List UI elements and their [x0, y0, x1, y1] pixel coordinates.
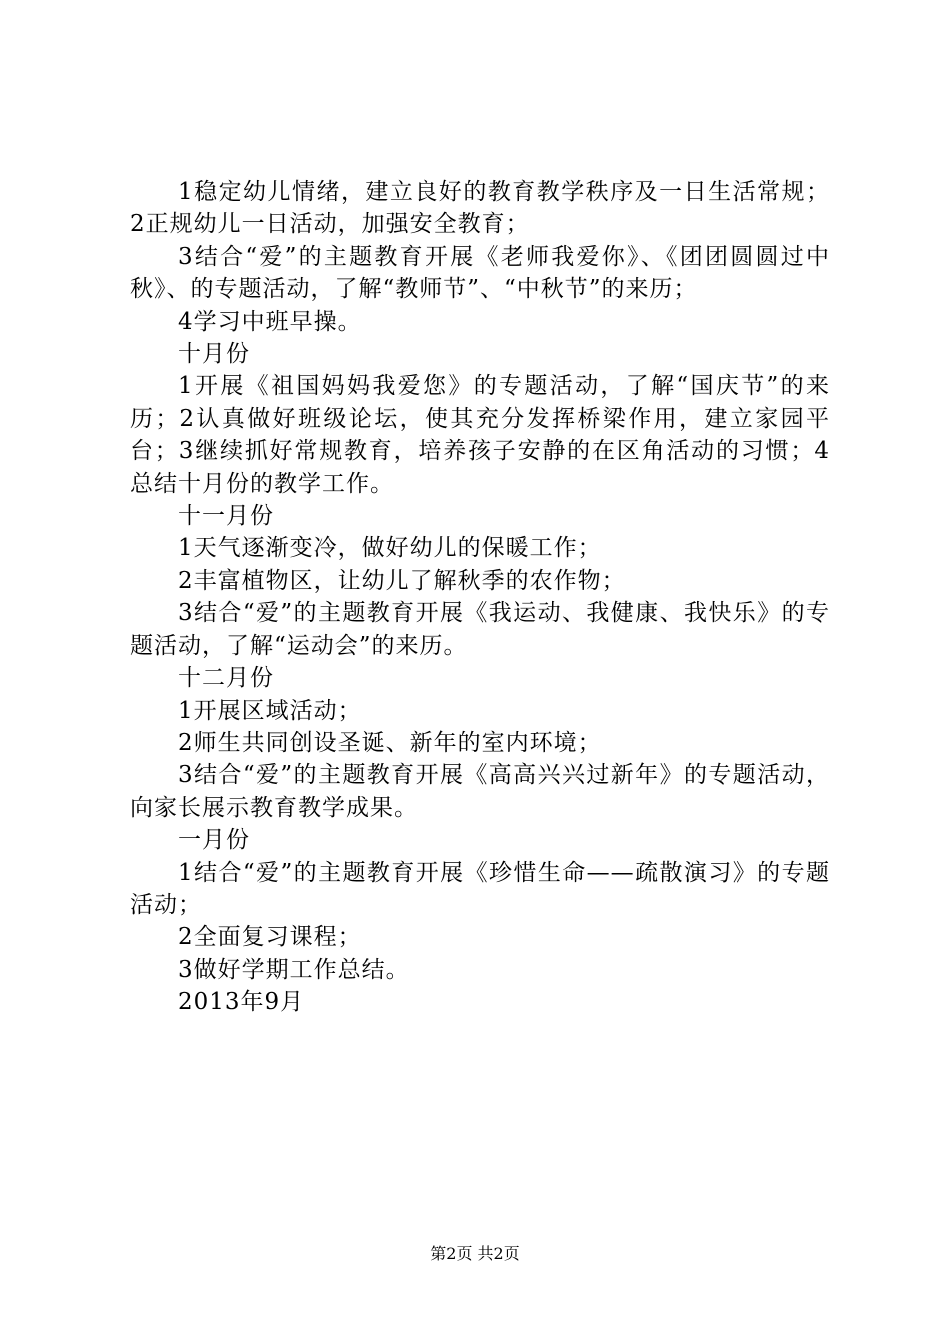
- page-footer: [0, 1244, 950, 1264]
- paragraph-january-3: 3做好学期工作总结。: [178, 956, 410, 983]
- paragraph-december-1: 1开展区域活动；: [178, 697, 362, 724]
- paragraph-1: 1稳定幼儿情绪，建立良好的教育教学秩序及一日生活常规；2正规幼儿一日活动，加强安全教育；: [130, 179, 830, 238]
- page-number-label: 第2页 共2页: [430, 1244, 520, 1263]
- paragraph-november-1: 1天气逐渐变冷，做好幼儿的保暖工作；: [178, 535, 602, 562]
- month-heading-november: 十一月份: [178, 503, 274, 530]
- paragraph-january-1: 1结合“爱”的主题教育开展《珍惜生命——疏散演习》的专题活动；: [130, 859, 830, 918]
- paragraph-december-3: 3结合“爱”的主题教育开展《高高兴兴过新年》的专题活动，向家长展示教育教学成果。: [130, 762, 830, 821]
- paragraph-november-2: 2丰富植物区，让幼儿了解秋季的农作物；: [178, 567, 626, 594]
- paragraph-december-2: 2师生共同创设圣诞、新年的室内环境；: [178, 729, 602, 756]
- month-heading-december: 十二月份: [178, 665, 274, 692]
- paragraph-november-3: 3结合“爱”的主题教育开展《我运动、我健康、我快乐》的专题活动，了解“运动会”的来历。: [130, 600, 830, 659]
- document-body: [130, 176, 830, 1019]
- document-date: 2013年9月: [178, 989, 305, 1016]
- paragraph-january-2: 2全面复习课程；: [178, 924, 362, 951]
- paragraph-3: 4学习中班早操。: [178, 308, 362, 335]
- month-heading-january: 一月份: [178, 827, 250, 854]
- paragraph-2: 3结合“爱”的主题教育开展《老师我爱你》、《团团圆圆过中秋》、的专题活动，了解“教师节”、“中秋节”的来历；: [130, 243, 830, 303]
- paragraph-october: 1开展《祖国妈妈我爱您》的专题活动，了解“国庆节”的来历；2认真做好班级论坛，使其充分发挥桥梁作用，建立家园平台；3继续抓好常规教育，培养孩子安静的在区角活动的习惯；4总结十月份的教学工作。: [130, 373, 830, 497]
- month-heading-october: 十月份: [178, 341, 250, 368]
